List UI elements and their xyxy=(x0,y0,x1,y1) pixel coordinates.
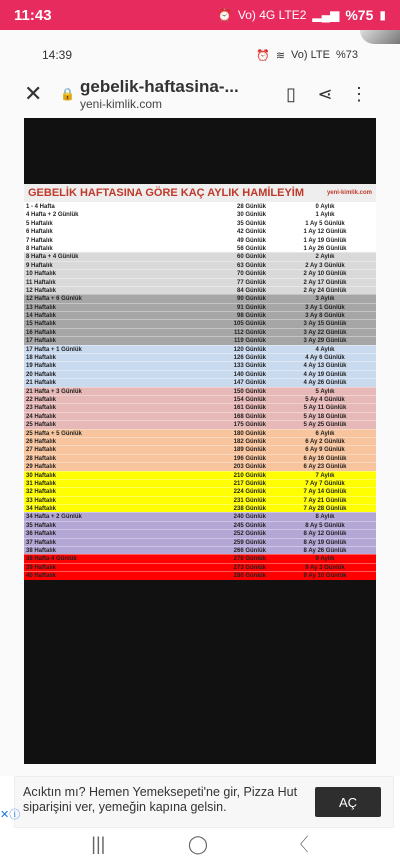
week-cell: 15 Haftalık xyxy=(26,321,57,328)
month-cell: 1 Ay 5 Günlük xyxy=(305,220,345,227)
table-row xyxy=(24,563,376,571)
month-cell: 1 Ay 26 Günlük xyxy=(303,245,347,252)
network-indicator: Vo) 4G LTE2 xyxy=(237,8,307,22)
table-row xyxy=(24,210,376,218)
week-cell: 7 Haftalık xyxy=(26,237,53,244)
week-cell: 23 Haftalık xyxy=(26,405,57,412)
week-cell: 29 Haftalık xyxy=(26,464,57,471)
day-cell: 161 Günlük xyxy=(233,405,266,412)
day-cell: 240 Günlük xyxy=(233,514,266,521)
month-cell: 9 Ay 10 Günlük xyxy=(303,573,347,580)
table-row xyxy=(24,504,376,512)
month-cell: 8 Ay 12 Günlük xyxy=(303,531,347,538)
month-cell: 6 Ay 2 Günlük xyxy=(305,438,345,445)
month-cell: 3 Ay 29 Günlük xyxy=(303,338,347,345)
week-cell: 8 Haftalık xyxy=(26,245,53,252)
table-row xyxy=(24,219,376,227)
week-cell: 5 Haftalık xyxy=(26,220,53,227)
home-icon[interactable]: ◯ xyxy=(187,833,209,854)
month-cell: 0 Aylık xyxy=(315,204,335,210)
table-row xyxy=(24,319,376,327)
day-cell: 28 Günlük xyxy=(236,204,266,210)
month-cell: 4 Ay 19 Günlük xyxy=(303,371,347,378)
table-row xyxy=(24,571,376,579)
table-row xyxy=(24,437,376,445)
day-cell: 154 Günlük xyxy=(233,396,266,403)
table-row xyxy=(24,303,376,311)
table-row xyxy=(24,429,376,437)
month-cell: 2 Ay 10 Günlük xyxy=(303,271,347,278)
day-cell: 60 Günlük xyxy=(236,254,266,261)
week-cell: 13 Haftalık xyxy=(26,304,57,311)
week-cell: 10 Haftalık xyxy=(26,271,57,278)
month-cell: 3 Ay 15 Günlük xyxy=(303,321,347,328)
ad-text: Acıktın mı? Hemen Yemeksepeti'ne gir, Pizza Hut siparişini ver, yemeğin kapına gelsin. xyxy=(23,785,298,814)
day-cell: 56 Günlük xyxy=(236,245,266,252)
table-row xyxy=(24,202,376,210)
table-row xyxy=(24,554,376,562)
week-cell: 26 Haftalık xyxy=(26,438,57,445)
week-cell: 25 Haftalık xyxy=(26,422,57,429)
month-cell: 6 Aylık xyxy=(315,430,335,437)
week-cell: 35 Haftalık xyxy=(26,522,57,529)
week-cell: 21 Hafta + 3 Günlük xyxy=(26,388,82,395)
day-cell: 217 Günlük xyxy=(233,480,266,487)
week-cell: 34 Haftalık xyxy=(26,506,57,513)
month-cell: 7 Ay 7 Günlük xyxy=(305,480,345,487)
page-content xyxy=(24,118,376,764)
month-cell: 3 Ay 22 Günlük xyxy=(303,329,347,336)
day-cell: 105 Günlük xyxy=(233,321,266,328)
week-cell: 17 Haftalık xyxy=(26,338,57,345)
table-row xyxy=(24,487,376,495)
recents-icon[interactable]: ||| xyxy=(91,833,106,854)
day-cell: 238 Günlük xyxy=(233,506,266,513)
week-cell: 38 Haftalık xyxy=(26,548,57,555)
outer-status-icons xyxy=(217,7,386,23)
battery-level: %75 xyxy=(345,7,374,23)
outer-clock: 11:43 xyxy=(14,6,52,24)
table-row xyxy=(24,345,376,353)
week-cell: 32 Haftalık xyxy=(26,489,57,496)
week-cell: 39 Haftalık xyxy=(26,564,57,571)
day-cell: 150 Günlük xyxy=(233,388,266,395)
month-cell: 4 Ay 26 Günlük xyxy=(303,380,347,387)
table-row xyxy=(24,378,376,386)
share-icon[interactable]: ⋖ xyxy=(317,83,333,104)
close-icon[interactable]: ✕ xyxy=(24,81,43,106)
week-cell: 20 Haftalık xyxy=(26,371,57,378)
month-cell: 3 Ay 8 Günlük xyxy=(305,313,345,320)
inner-status-bar xyxy=(0,42,400,68)
month-cell: 6 Ay 23 Günlük xyxy=(303,464,347,471)
week-cell: 12 Hafta + 6 Günlük xyxy=(26,296,82,303)
week-cell: 36 Haftalık xyxy=(26,531,57,538)
month-cell: 8 Ay 5 Günlük xyxy=(305,522,345,529)
bookmark-icon[interactable]: ▯ xyxy=(286,83,296,104)
table-row xyxy=(24,361,376,369)
table-row xyxy=(24,370,376,378)
more-menu-icon[interactable]: ⋮ xyxy=(350,83,368,104)
month-cell: 9 Aylık xyxy=(315,556,335,563)
embedded-screenshot xyxy=(0,30,400,776)
month-cell: 3 Aylık xyxy=(315,296,335,303)
table-row xyxy=(24,454,376,462)
table-row xyxy=(24,403,376,411)
table-row xyxy=(24,294,376,302)
day-cell: 77 Günlük xyxy=(236,279,266,286)
day-cell: 259 Günlük xyxy=(233,539,266,546)
week-cell: 28 Haftalık xyxy=(26,455,57,462)
table-row xyxy=(24,538,376,546)
day-cell: 266 Günlük xyxy=(233,548,266,555)
table-row xyxy=(24,521,376,529)
table-row xyxy=(24,336,376,344)
wifi-icon: ≋ xyxy=(275,49,286,62)
month-cell: 5 Ay 11 Günlük xyxy=(303,405,347,412)
day-cell: 147 Günlük xyxy=(233,380,266,387)
ad-open-button[interactable]: AÇ xyxy=(315,787,381,817)
week-cell: 31 Haftalık xyxy=(26,480,57,487)
day-cell: 98 Günlük xyxy=(236,313,266,320)
table-rows xyxy=(24,202,376,580)
week-cell: 11 Haftalık xyxy=(26,279,56,286)
day-cell: 245 Günlük xyxy=(233,522,266,529)
day-cell: 168 Günlük xyxy=(233,413,266,420)
week-cell: 38 Hafta 4 Günlük xyxy=(26,556,77,563)
url-domain: gebelik-haftasina-... xyxy=(80,77,239,96)
inner-status-icons xyxy=(256,49,358,62)
day-cell: 120 Günlük xyxy=(233,346,266,353)
week-cell: 12 Haftalık xyxy=(26,287,57,294)
month-cell: 1 Ay 12 Günlük xyxy=(303,229,347,236)
month-cell: 5 Ay 25 Günlük xyxy=(303,422,347,429)
week-cell: 21 Haftalık xyxy=(26,380,57,387)
table-row xyxy=(24,311,376,319)
table-row xyxy=(24,286,376,294)
week-cell: 34 Hafta + 2 Günlük xyxy=(26,514,82,521)
week-cell: 16 Haftalık xyxy=(26,329,57,336)
day-cell: 49 Günlük xyxy=(236,237,266,244)
month-cell: 2 Aylık xyxy=(315,254,335,261)
table-row xyxy=(24,479,376,487)
battery-level: %73 xyxy=(335,49,358,61)
table-row xyxy=(24,227,376,235)
adchoices-icon[interactable]: ✕ⓘ xyxy=(0,809,21,821)
day-cell: 231 Günlük xyxy=(233,497,266,504)
day-cell: 42 Günlük xyxy=(236,229,266,236)
month-cell: 6 Ay 9 Günlük xyxy=(305,447,345,454)
table-row xyxy=(24,261,376,269)
pregnancy-table xyxy=(24,184,376,580)
month-cell: 4 Aylık xyxy=(315,346,335,353)
week-cell: 1 - 4 Hafta xyxy=(26,204,55,210)
table-row xyxy=(24,512,376,520)
table-row xyxy=(24,278,376,286)
day-cell: 70 Günlük xyxy=(236,271,266,278)
week-cell: 25 Hafta + 5 Günlük xyxy=(26,430,82,437)
week-cell: 22 Haftalık xyxy=(26,396,57,403)
outer-status-bar xyxy=(0,0,400,30)
day-cell: 270 Günlük xyxy=(233,556,266,563)
battery-icon: ▮ xyxy=(379,8,386,22)
day-cell: 175 Günlük xyxy=(233,422,266,429)
week-cell: 18 Haftalık xyxy=(26,355,57,362)
day-cell: 203 Günlük xyxy=(233,464,266,471)
day-cell: 63 Günlük xyxy=(236,262,266,269)
back-icon[interactable]: 〈 xyxy=(290,835,309,855)
network-indicator: Vo) LTE xyxy=(291,49,330,61)
day-cell: 196 Günlük xyxy=(233,455,266,462)
week-cell: 24 Haftalık xyxy=(26,413,57,420)
table-row xyxy=(24,328,376,336)
day-cell: 84 Günlük xyxy=(236,287,266,294)
inner-clock: 14:39 xyxy=(42,48,73,62)
day-cell: 126 Günlük xyxy=(233,355,266,362)
month-cell: 1 Aylık xyxy=(315,212,335,219)
day-cell: 252 Günlük xyxy=(233,531,266,538)
day-cell: 224 Günlük xyxy=(233,489,266,496)
navigation-bar xyxy=(0,822,400,866)
table-row xyxy=(24,353,376,361)
week-cell: 40 Haftalık xyxy=(26,573,57,580)
month-cell: 3 Ay 1 Günlük xyxy=(305,304,345,311)
table-row xyxy=(24,462,376,470)
day-cell: 189 Günlük xyxy=(233,447,266,454)
day-cell: 280 Günlük xyxy=(233,573,266,580)
ad-banner[interactable] xyxy=(14,776,394,828)
week-cell: 4 Hafta + 2 Günlük xyxy=(26,212,79,219)
url-text[interactable] xyxy=(76,77,274,111)
week-cell: 9 Haftalık xyxy=(26,262,53,269)
month-cell: 8 Ay 19 Günlük xyxy=(303,539,347,546)
day-cell: 30 Günlük xyxy=(236,212,266,219)
month-cell: 8 Ay 26 Günlük xyxy=(303,548,347,555)
week-cell: 30 Haftalık xyxy=(26,472,57,479)
month-cell: 2 Ay 17 Günlük xyxy=(303,279,347,286)
table-row xyxy=(24,471,376,479)
week-cell: 17 Hafta + 1 Günlük xyxy=(26,346,82,353)
day-cell: 112 Günlük xyxy=(233,329,266,336)
month-cell: 4 Ay 6 Günlük xyxy=(305,355,345,362)
table-row xyxy=(24,387,376,395)
alarm-icon: ⏰ xyxy=(216,8,232,22)
table-row xyxy=(24,395,376,403)
month-cell: 9 Ay 3 Günlük xyxy=(305,564,345,571)
table-row xyxy=(24,252,376,260)
month-cell: 5 Ay 4 Günlük xyxy=(305,396,345,403)
month-cell: 7 Ay 14 Günlük xyxy=(303,489,347,496)
month-cell: 2 Ay 3 Günlük xyxy=(305,262,345,269)
day-cell: 133 Günlük xyxy=(233,363,266,370)
month-cell: 8 Aylık xyxy=(315,514,335,521)
table-title-text: GEBELİK HAFTASINA GÖRE KAÇ AYLIK HAMİLEYİM xyxy=(28,187,305,199)
month-cell: 2 Ay 24 Günlük xyxy=(303,287,347,294)
table-site-label: yeni-kimlik.com xyxy=(326,190,372,196)
day-cell: 273 Günlük xyxy=(233,564,266,571)
week-cell: 14 Haftalık xyxy=(26,313,57,320)
table-row xyxy=(24,420,376,428)
table-row xyxy=(24,496,376,504)
week-cell: 33 Haftalık xyxy=(26,497,57,504)
url-subdomain: yeni-kimlik.com xyxy=(80,97,163,111)
day-cell: 182 Günlük xyxy=(233,438,266,445)
month-cell: 7 Ay 21 Günlük xyxy=(303,497,347,504)
table-row xyxy=(24,529,376,537)
day-cell: 90 Günlük xyxy=(236,296,266,303)
week-cell: 37 Haftalık xyxy=(26,539,57,546)
day-cell: 180 Günlük xyxy=(233,430,266,437)
table-row xyxy=(24,244,376,252)
browser-url-bar xyxy=(0,70,400,118)
alarm-icon: ⏰ xyxy=(256,49,270,62)
month-cell: 5 Aylık xyxy=(315,388,335,395)
lock-icon: 🔒 xyxy=(60,87,75,101)
week-cell: 8 Hafta + 4 Günlük xyxy=(26,254,79,261)
month-cell: 7 Ay 28 Günlük xyxy=(303,506,347,513)
day-cell: 91 Günlük xyxy=(236,304,266,311)
table-row xyxy=(24,546,376,554)
table-row xyxy=(24,445,376,453)
week-cell: 19 Haftalık xyxy=(26,363,57,370)
month-cell: 5 Ay 18 Günlük xyxy=(303,413,347,420)
table-title xyxy=(24,184,376,202)
week-cell: 27 Haftalık xyxy=(26,447,57,454)
table-row xyxy=(24,269,376,277)
day-cell: 35 Günlük xyxy=(236,220,266,227)
day-cell: 210 Günlük xyxy=(233,472,266,479)
day-cell: 140 Günlük xyxy=(233,371,266,378)
month-cell: 4 Ay 13 Günlük xyxy=(303,363,347,370)
month-cell: 7 Aylık xyxy=(315,472,335,479)
month-cell: 6 Ay 16 Günlük xyxy=(303,455,347,462)
table-row xyxy=(24,236,376,244)
month-cell: 1 Ay 19 Günlük xyxy=(303,237,347,244)
week-cell: 6 Haftalık xyxy=(26,229,53,236)
signal-icon: ▂▄▆ xyxy=(312,8,340,22)
table-row xyxy=(24,412,376,420)
day-cell: 119 Günlük xyxy=(233,338,266,345)
